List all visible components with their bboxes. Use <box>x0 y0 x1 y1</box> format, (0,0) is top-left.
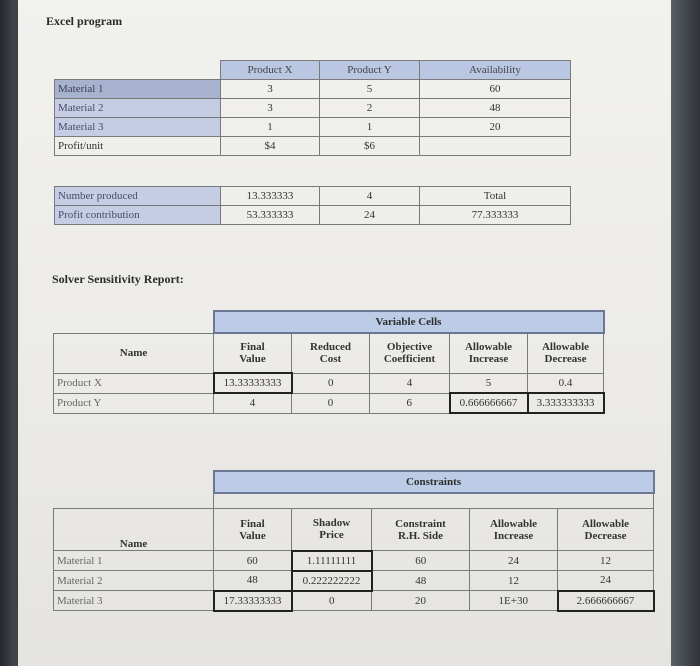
cell[interactable] <box>420 137 571 156</box>
col-header-product-y: Product Y <box>320 61 420 80</box>
cell-total-value[interactable]: 77.333333 <box>420 206 571 225</box>
cell[interactable]: 4 <box>320 187 420 206</box>
col-header-constraint-rhs: Constraint R.H. Side <box>372 509 470 551</box>
cell-shadow-price[interactable]: 0 <box>292 591 372 611</box>
col-header-availability: Availability <box>420 61 571 80</box>
variable-cells-table <box>53 310 605 414</box>
row-name-product-x[interactable]: Product X <box>54 373 214 393</box>
col-header-allowable-decrease: Allowable Decrease <box>558 509 654 551</box>
col-header-final-value: Final Value <box>214 333 292 373</box>
cell-final-value[interactable]: 60 <box>214 551 292 571</box>
input-table <box>54 60 571 156</box>
cell[interactable]: 13.333333 <box>221 187 320 206</box>
col-header-objective-coefficient: Objective Coefficient <box>370 333 450 373</box>
cell-total-label[interactable]: Total <box>420 187 571 206</box>
col-header-name: Name <box>54 333 214 373</box>
cell-objective-coefficient[interactable]: 4 <box>370 373 450 393</box>
sheet-title: Excel program <box>46 14 123 28</box>
cell-shadow-price[interactable]: 1.11111111 <box>292 551 372 571</box>
cell-constraint-rhs[interactable]: 60 <box>372 551 470 571</box>
cell-final-value[interactable]: 13.33333333 <box>214 373 292 393</box>
col-header-shadow-price: Shadow Price <box>292 509 372 551</box>
cell-allowable-decrease[interactable]: 24 <box>558 571 654 591</box>
cell[interactable]: 48 <box>420 99 571 118</box>
variable-cells-banner: Variable Cells <box>214 311 604 333</box>
col-header-name: Name <box>54 509 214 551</box>
cell-allowable-increase[interactable]: 0.666666667 <box>450 393 528 413</box>
col-header-final-value: Final Value <box>214 509 292 551</box>
cell-constraint-rhs[interactable]: 48 <box>372 571 470 591</box>
cell-allowable-increase[interactable]: 5 <box>450 373 528 393</box>
cell-reduced-cost[interactable]: 0 <box>292 393 370 413</box>
cell[interactable]: 20 <box>420 118 571 137</box>
cell-constraint-rhs[interactable]: 20 <box>372 591 470 611</box>
col-header-allowable-decrease: Allowable Decrease <box>528 333 604 373</box>
cell-reduced-cost[interactable]: 0 <box>292 373 370 393</box>
row-label-material-3[interactable]: Material 3 <box>55 118 221 137</box>
report-title: Solver Sensitivity Report: <box>52 272 184 286</box>
cell[interactable]: 24 <box>320 206 420 225</box>
cell-final-value[interactable]: 17.33333333 <box>214 591 292 611</box>
row-label-material-2[interactable]: Material 2 <box>55 99 221 118</box>
cell[interactable]: 1 <box>320 118 420 137</box>
col-header-allowable-increase: Allowable Increase <box>470 509 558 551</box>
row-name-product-y[interactable]: Product Y <box>54 393 214 413</box>
production-table <box>54 186 571 225</box>
cell-allowable-increase[interactable]: 24 <box>470 551 558 571</box>
cell[interactable]: 3 <box>221 99 320 118</box>
cell[interactable]: 53.333333 <box>221 206 320 225</box>
cell-allowable-increase[interactable]: 12 <box>470 571 558 591</box>
cell[interactable]: $6 <box>320 137 420 156</box>
cell[interactable]: $4 <box>221 137 320 156</box>
row-name-material-3[interactable]: Material 3 <box>54 591 214 611</box>
row-label-number-produced[interactable]: Number produced <box>55 187 221 206</box>
row-label-material-1[interactable]: Material 1 <box>55 80 221 99</box>
cell[interactable]: 1 <box>221 118 320 137</box>
cell[interactable]: 60 <box>420 80 571 99</box>
cell-final-value[interactable]: 48 <box>214 571 292 591</box>
cell-allowable-decrease[interactable]: 12 <box>558 551 654 571</box>
row-label-profit[interactable]: Profit/unit <box>55 137 221 156</box>
cell-shadow-price[interactable]: 0.222222222 <box>292 571 372 591</box>
cell-objective-coefficient[interactable]: 6 <box>370 393 450 413</box>
row-name-material-1[interactable]: Material 1 <box>54 551 214 571</box>
constraints-banner: Constraints <box>214 471 654 493</box>
cell[interactable]: 3 <box>221 80 320 99</box>
cell-allowable-decrease[interactable]: 0.4 <box>528 373 604 393</box>
cell-final-value[interactable]: 4 <box>214 393 292 413</box>
cell[interactable]: 5 <box>320 80 420 99</box>
worksheet <box>18 0 671 666</box>
cell[interactable]: 2 <box>320 99 420 118</box>
constraints-table <box>53 470 655 612</box>
cell-allowable-decrease[interactable]: 2.666666667 <box>558 591 654 611</box>
left-edge <box>0 0 18 666</box>
col-header-product-x: Product X <box>221 61 320 80</box>
cell-allowable-decrease[interactable]: 3.333333333 <box>528 393 604 413</box>
right-edge <box>671 0 700 666</box>
row-label-profit-contribution[interactable]: Profit contribution <box>55 206 221 225</box>
col-header-reduced-cost: Reduced Cost <box>292 333 370 373</box>
row-name-material-2[interactable]: Material 2 <box>54 571 214 591</box>
cell-allowable-increase[interactable]: 1E+30 <box>470 591 558 611</box>
col-header-allowable-increase: Allowable Increase <box>450 333 528 373</box>
